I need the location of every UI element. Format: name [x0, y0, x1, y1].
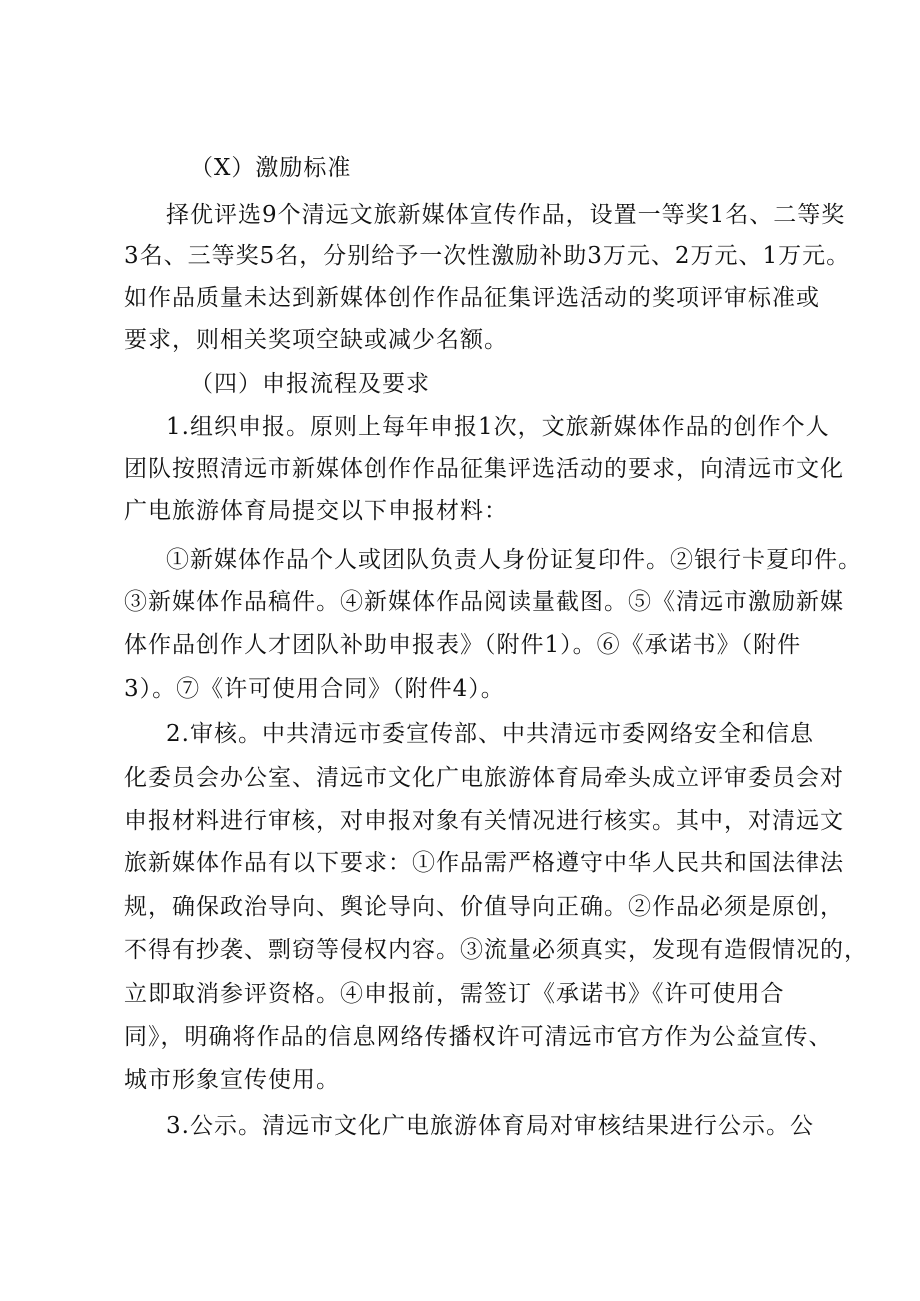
paragraph-line: 1.组织申报。原则上每年申报1次，文旅新媒体作品的创作个人 — [166, 414, 830, 440]
paragraph-line: 规，确保政治导向、舆论导向、价值导向正确。②作品必须是原创， — [124, 894, 844, 920]
paragraph-line: 化委员会办公室、清远市文化广电旅游体育局牵头成立评审委员会对 — [124, 765, 844, 791]
paragraph-line: 申报材料进行审核，对申报对象有关情况进行核实。其中，对清远文 — [124, 808, 844, 834]
paragraph-line: ③新媒体作品稿件。④新媒体作品阅读量截图。⑤《清远市激励新媒 — [124, 589, 844, 615]
paragraph-line: 体作品创作人才团队补助申报表》（附件1）。⑥《承诺书》（附件 — [124, 632, 802, 658]
paragraph-line: 要求，则相关奖项空缺或减少名额。 — [124, 327, 508, 353]
paragraph-line: 同》，明确将作品的信息网络传播权许可清远市官方作为公益宣传、 — [124, 1024, 833, 1050]
paragraph-line: 立即取消参评资格。④申报前，需签订《承诺书》《许可使用合 — [124, 981, 785, 1007]
paragraph-line: 3.公示。清远市文化广电旅游体育局对审核结果进行公示。公 — [166, 1113, 814, 1139]
paragraph-line: 如作品质量未达到新媒体创作作品征集评选活动的奖项评审标准或 — [124, 285, 820, 311]
paragraph-line: 城市形象宣传使用。 — [124, 1067, 340, 1093]
paragraph-line: 广电旅游体育局提交以下申报材料： — [124, 498, 508, 524]
paragraph-line: 旅新媒体作品有以下要求：①作品需严格遵守中华人民共和国法律法 — [124, 850, 844, 876]
paragraph-line: 2.审核。中共清远市委宣传部、中共清远市委网络安全和信息 — [166, 721, 814, 747]
paragraph-line: 团队按照清远市新媒体创作作品征集评选活动的要求，向清远市文化 — [124, 456, 844, 482]
section-heading-application-process: （四）申报流程及要求 — [190, 371, 430, 397]
paragraph-line: 3）。⑦《许可使用合同》（附件4）。 — [124, 676, 505, 702]
section-heading-incentive-standard: （X）激励标准 — [190, 155, 352, 181]
paragraph-line: ①新媒体作品个人或团队负责人身份证复印件。②银行卡夏印件。 — [166, 547, 862, 573]
paragraph-line: 3名、三等奖5名，分别给予一次性激励补助3万元、2万元、1万元。 — [124, 243, 851, 269]
paragraph-line: 不得有抄袭、剽窃等侵权内容。③流量必须真实，发现有造假情况的， — [124, 937, 868, 963]
paragraph-line: 择优评选9个清远文旅新媒体宣传作品，设置一等奖1名、二等奖 — [166, 202, 846, 228]
